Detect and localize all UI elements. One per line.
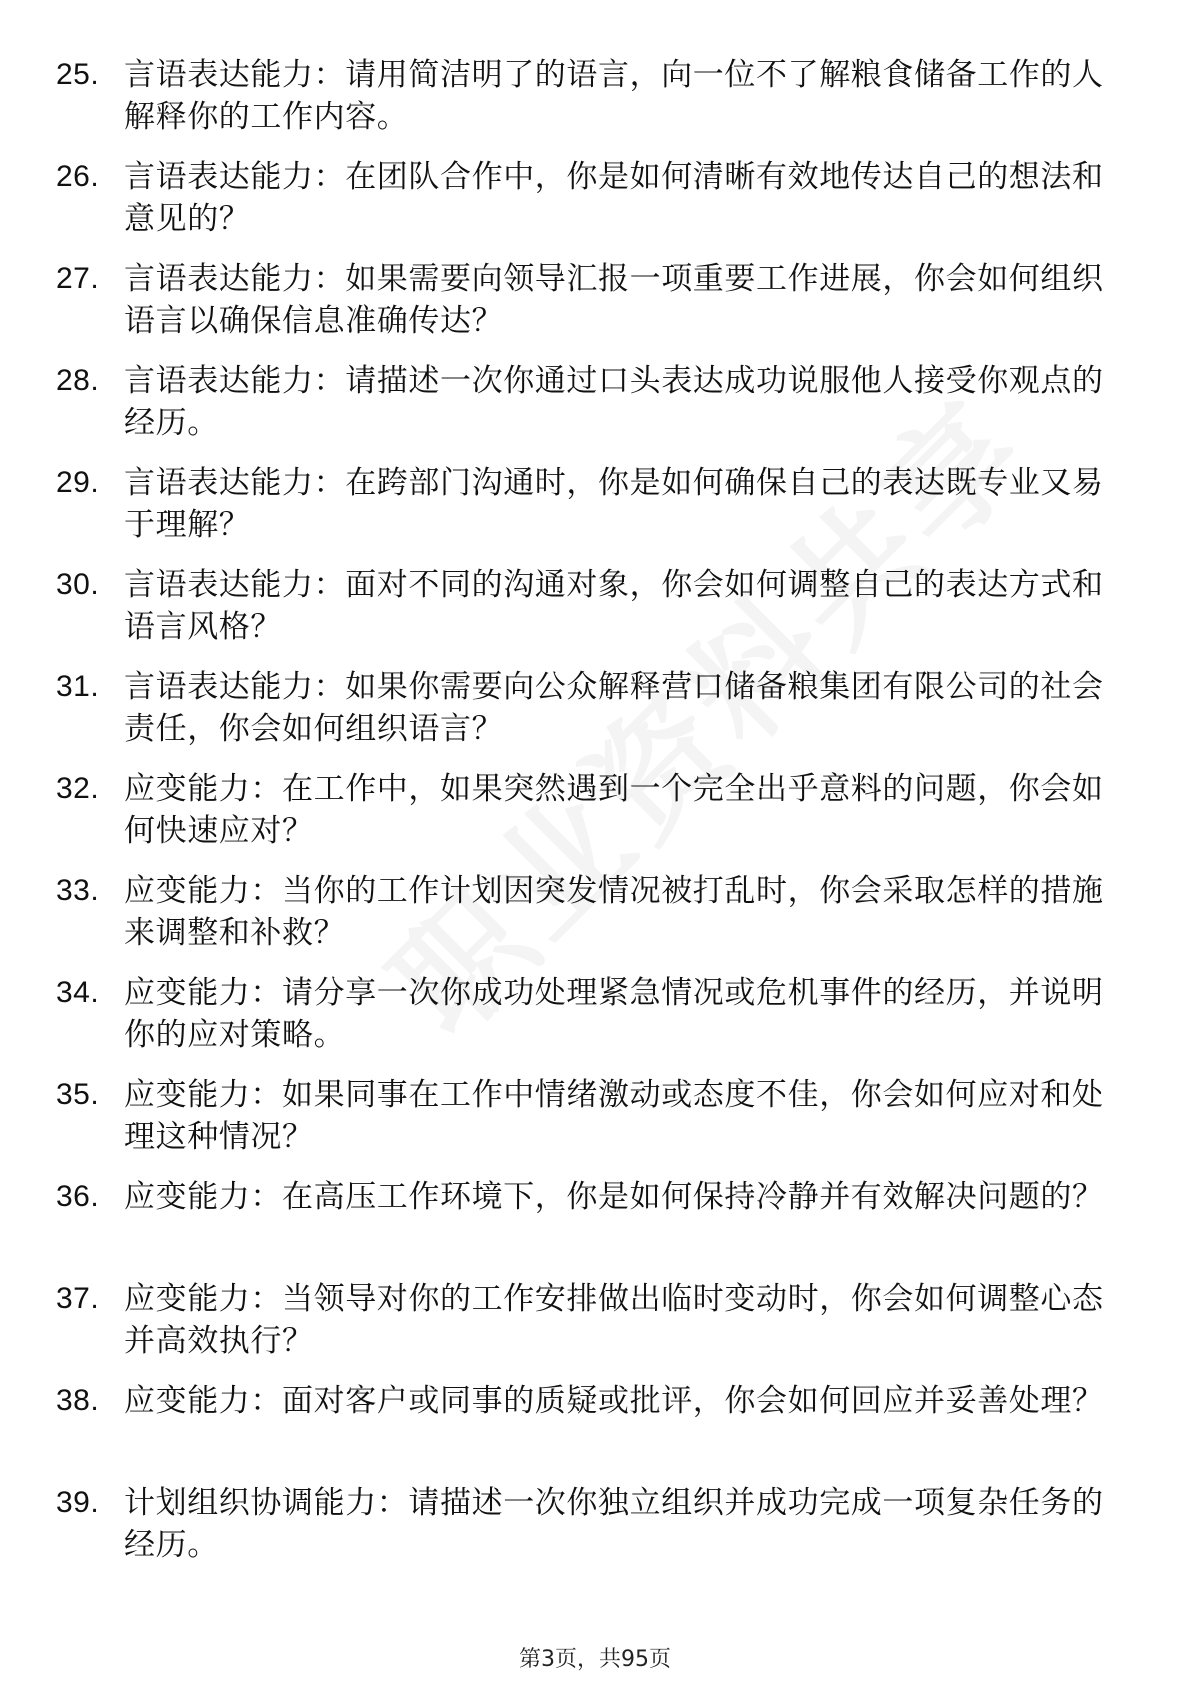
question-number: 38.	[56, 1384, 100, 1417]
question-text: 应变能力：请分享一次你成功处理紧急情况或危机事件的经历，并说明你的应对策略。	[124, 975, 1104, 1053]
question-number: 25.	[56, 58, 100, 91]
question-item-38	[0, 1380, 1190, 1482]
question-number: 32.	[56, 772, 100, 805]
question-number: 35.	[56, 1078, 100, 1111]
question-text: 应变能力：在工作中，如果突然遇到一个完全出乎意料的问题，你会如何快速应对？	[124, 771, 1104, 849]
question-text: 应变能力：当你的工作计划因突发情况被打乱时，你会采取怎样的措施来调整和补救？	[124, 873, 1104, 951]
question-item-29	[0, 462, 1190, 564]
question-item-30	[0, 564, 1190, 666]
question-number: 31.	[56, 670, 100, 703]
question-item-35	[0, 1074, 1190, 1176]
question-item-31	[0, 666, 1190, 768]
question-text: 言语表达能力：请用简洁明了的语言，向一位不了解粮食储备工作的人解释你的工作内容。	[124, 57, 1104, 135]
question-item-39	[0, 1482, 1190, 1584]
question-item-32	[0, 768, 1190, 870]
question-item-37	[0, 1278, 1190, 1380]
question-item-33	[0, 870, 1190, 972]
question-text: 计划组织协调能力：请描述一次你独立组织并成功完成一项复杂任务的经历。	[124, 1485, 1104, 1563]
question-text: 言语表达能力：请描述一次你通过口头表达成功说服他人接受你观点的经历。	[124, 363, 1104, 441]
question-number: 27.	[56, 262, 100, 295]
question-number: 26.	[56, 160, 100, 193]
question-number: 33.	[56, 874, 100, 907]
question-item-28	[0, 360, 1190, 462]
question-item-25	[0, 54, 1190, 156]
question-text: 言语表达能力：面对不同的沟通对象，你会如何调整自己的表达方式和语言风格？	[124, 567, 1104, 645]
question-item-27	[0, 258, 1190, 360]
question-number: 39.	[56, 1486, 100, 1519]
question-text: 应变能力：如果同事在工作中情绪激动或态度不佳，你会如何应对和处理这种情况？	[124, 1077, 1104, 1155]
question-item-26	[0, 156, 1190, 258]
question-text: 言语表达能力：如果你需要向公众解释营口储备粮集团有限公司的社会责任，你会如何组织语言？	[124, 669, 1104, 747]
question-item-36	[0, 1176, 1190, 1278]
page-footer: 第3页，共95页	[519, 1647, 671, 1672]
question-number: 36.	[56, 1180, 100, 1213]
question-number: 37.	[56, 1282, 100, 1315]
question-text: 应变能力：在高压工作环境下，你是如何保持冷静并有效解决问题的？	[124, 1179, 1104, 1215]
question-text: 言语表达能力：在团队合作中，你是如何清晰有效地传达自己的想法和意见的？	[124, 159, 1104, 237]
question-item-34	[0, 972, 1190, 1074]
question-text: 言语表达能力：如果需要向领导汇报一项重要工作进展，你会如何组织语言以确保信息准确传达？	[124, 261, 1104, 339]
question-number: 30.	[56, 568, 100, 601]
question-list	[0, 54, 1190, 1584]
question-number: 29.	[56, 466, 100, 499]
question-text: 言语表达能力：在跨部门沟通时，你是如何确保自己的表达既专业又易于理解？	[124, 465, 1104, 543]
question-number: 28.	[56, 364, 100, 397]
question-number: 34.	[56, 976, 100, 1009]
question-text: 应变能力：当领导对你的工作安排做出临时变动时，你会如何调整心态并高效执行？	[124, 1281, 1104, 1359]
question-text: 应变能力：面对客户或同事的质疑或批评，你会如何回应并妥善处理？	[124, 1383, 1104, 1419]
